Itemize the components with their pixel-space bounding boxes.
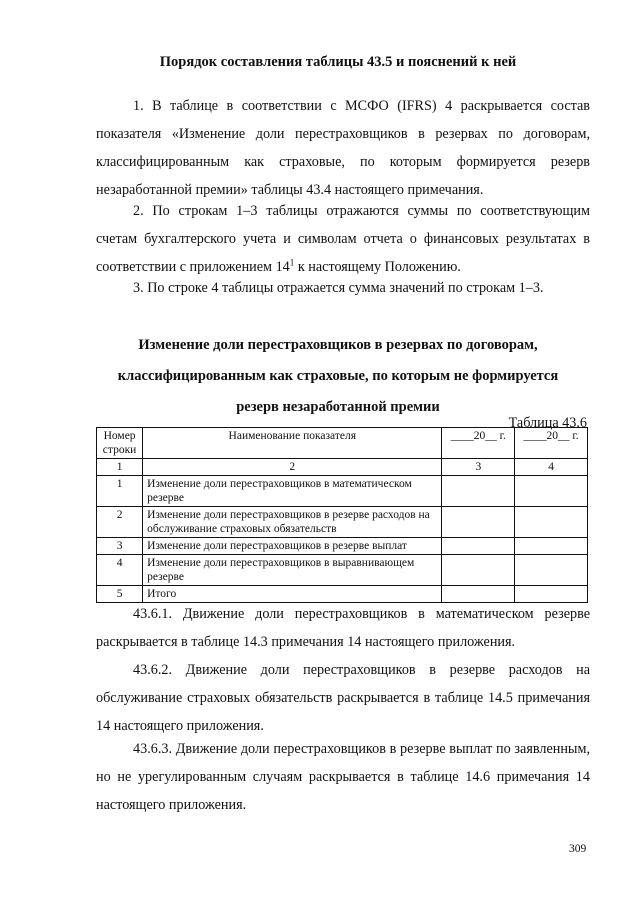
row-value-period-1 bbox=[442, 476, 515, 507]
section-title-line-2: классифицированным как страховые, по которым не формируется bbox=[117, 368, 559, 384]
note-43-6-1: 43.6.1. Движение доли перестраховщиков в математическом резерве раскрывается в таблице 14.3 примечания 14 настоящего приложения. bbox=[96, 606, 590, 650]
table-row bbox=[97, 507, 588, 538]
table-43-6 bbox=[96, 427, 588, 603]
row-name: Изменение доли перестраховщиков в резерве выплат bbox=[143, 538, 442, 555]
header-period-1: ____20__ г. bbox=[442, 428, 515, 459]
column-number: 2 bbox=[143, 459, 442, 476]
row-name: Изменение доли перестраховщиков в резерве расходов на обслуживание страховых обязательств bbox=[143, 507, 442, 538]
paragraph-3: 3. По строке 4 таблицы отражается сумма значений по строкам 1–3. bbox=[133, 280, 544, 296]
note-43-6-3: 43.6.3. Движение доли перестраховщиков в резерве выплат по заявленным, но не урегулированным случаям раскрывается в таблице 14.6 примечания 14 настоящего приложения. bbox=[96, 741, 590, 813]
row-value-period-2 bbox=[515, 476, 588, 507]
page-number: 309 bbox=[569, 843, 587, 855]
section-title-line-1: Изменение доли перестраховщиков в резервах по договорам, bbox=[138, 337, 538, 353]
row-value-period-2 bbox=[515, 507, 588, 538]
row-number: 4 bbox=[97, 555, 143, 586]
table-caption: Таблица 43.6 bbox=[508, 415, 587, 431]
row-number: 5 bbox=[97, 586, 143, 603]
row-value-period-1 bbox=[442, 555, 515, 586]
section-title-line-3: резерв незаработанной премии bbox=[236, 399, 440, 415]
table-row bbox=[97, 555, 588, 586]
column-number: 4 bbox=[515, 459, 588, 476]
row-name: Изменение доли перестраховщиков в выравнивающем резерве bbox=[143, 555, 442, 586]
column-number: 1 bbox=[97, 459, 143, 476]
row-name: Итого bbox=[143, 586, 442, 603]
row-value-period-1 bbox=[442, 538, 515, 555]
row-value-period-2 bbox=[515, 555, 588, 586]
row-value-period-2 bbox=[515, 538, 588, 555]
paragraph-1: 1. В таблице в соответствии с МСФО (IFRS) 4 раскрывается состав показателя «Изменение доли перестраховщиков в резервах по договорам, классифицированным как страховые, по которым формируется резерв незаработанной премии» таблицы 43.4 настоящего примечания. bbox=[96, 98, 590, 198]
table-column-numbers-row bbox=[97, 459, 588, 476]
section-title-43-6 bbox=[96, 330, 580, 423]
header-row-number: Номер строки bbox=[97, 428, 143, 459]
footnote-superscript: 1 bbox=[289, 257, 295, 268]
row-number: 3 bbox=[97, 538, 143, 555]
note-43-6-2: 43.6.2. Движение доли перестраховщиков в резерве расходов на обслуживание страховых обязательств раскрывается в таблице 14.5 примечания 14 настоящего приложения. bbox=[96, 662, 590, 734]
row-number: 1 bbox=[97, 476, 143, 507]
table-row bbox=[97, 476, 588, 507]
row-name: Изменение доли перестраховщиков в математическом резерве bbox=[143, 476, 442, 507]
paragraph-2: 2. По строкам 1–3 таблицы отражаются суммы по соответствующим счетам бухгалтерского учета и символам отчета о финансовых результатах в соответствии с приложением $14^1$ к настоящему Положению. bbox=[96, 203, 590, 275]
row-number: 2 bbox=[97, 507, 143, 538]
table-row bbox=[97, 538, 588, 555]
table-header-row bbox=[97, 428, 588, 459]
header-indicator-name: Наименование показателя bbox=[143, 428, 442, 459]
header-period-2: ____20__ г. bbox=[515, 428, 588, 459]
row-value-period-1 bbox=[442, 507, 515, 538]
section-title-43-5: Порядок составления таблицы 43.5 и пояснений к ней bbox=[159, 54, 517, 70]
column-number: 3 bbox=[442, 459, 515, 476]
